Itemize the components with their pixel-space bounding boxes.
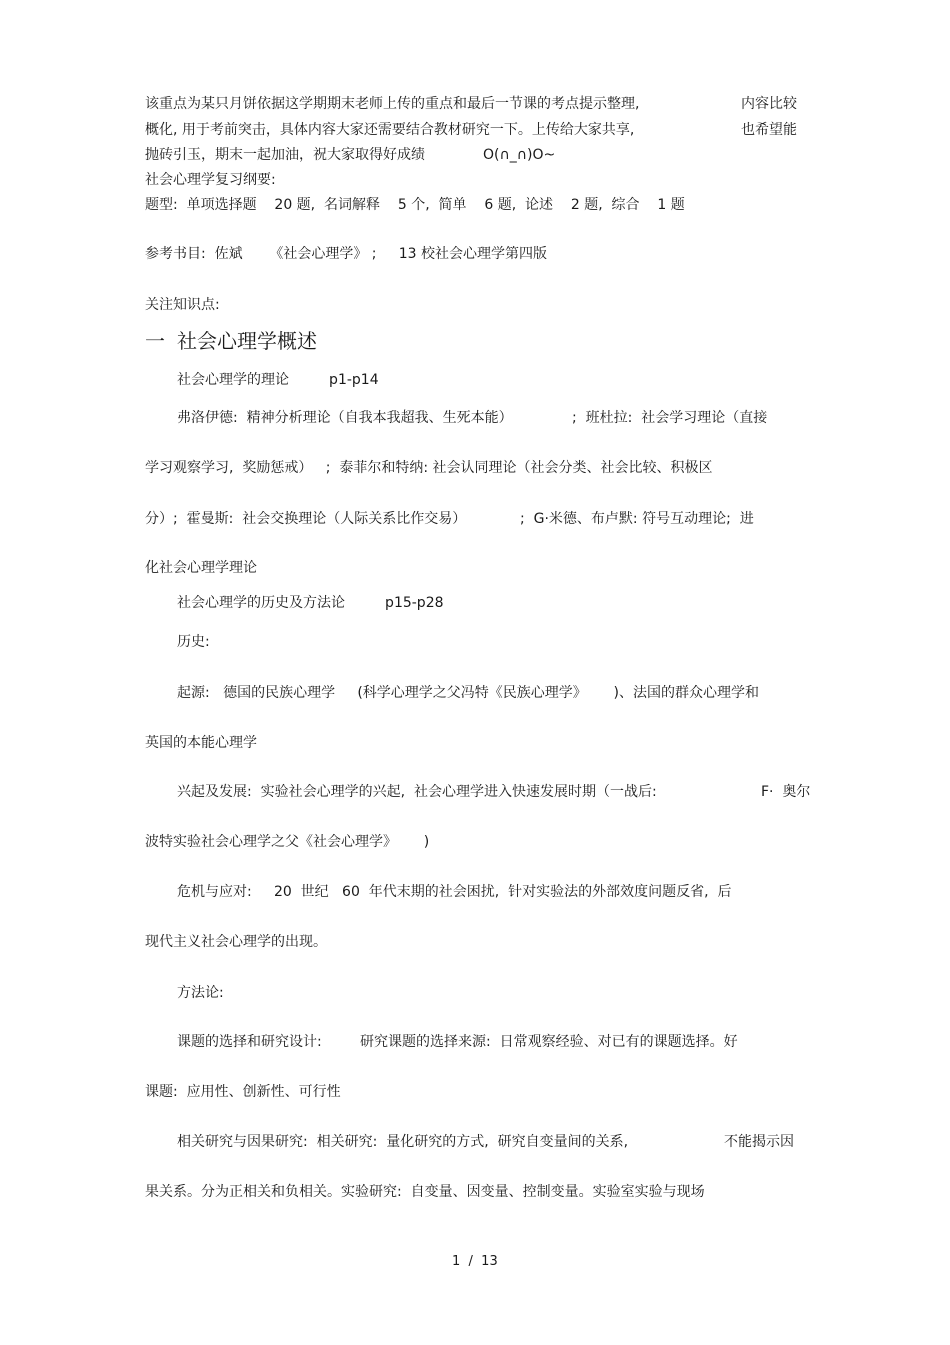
paragraph-line: 化社会心理学理论: [145, 560, 257, 576]
paragraph-line: 课题的选择和研究设计: 研究课题的选择来源: 日常观察经验、对已有的课题选择。好: [177, 1034, 738, 1050]
paragraph-line: 分）; 霍曼斯: 社会交换理论（人际关系比作交易） ; G·米德、布卢默: 符号互动理论; 进: [145, 511, 754, 527]
intro-text: 该重点为某只月饼依据这学期期末老师上传的重点和最后一节课的考点提示整理,: [145, 96, 640, 112]
intro-text: 抛砖引玉，期末一起加油，祝大家取得好成绩: [145, 147, 425, 163]
paragraph-line: 起源: 德国的民族心理学 (科学心理学之父冯特《民族心理学》 )、法国的群众心理学和: [177, 685, 759, 701]
emoticon: O(∩_∩)O~: [483, 147, 556, 163]
paragraph-line: 相关研究与因果研究: 相关研究: 量化研究的方式, 研究自变量间的关系, 不能揭示因: [177, 1134, 794, 1150]
paragraph-line: 弗洛伊德: 精神分析理论（自我本我超我、生死本能） ; 班杜拉: 社会学习理论（直接: [177, 410, 768, 426]
intro-text: 内容比较: [741, 96, 797, 112]
history-label: 历史:: [177, 634, 210, 650]
section-number: 一: [145, 329, 165, 353]
paragraph-line: 英国的本能心理学: [145, 735, 257, 751]
paragraph-line: 现代主义社会心理学的出现。: [145, 934, 327, 950]
paragraph-line: 课题: 应用性、创新性、可行性: [145, 1084, 341, 1100]
page-number: 1 / 13: [452, 1254, 498, 1269]
outline-title: 社会心理学复习纲要:: [145, 172, 276, 188]
references: 参考书目: 佐斌 《社会心理学》 ; 13 校社会心理学第四版: [145, 246, 547, 262]
paragraph-line: 波特实验社会心理学之父《社会心理学》 ): [145, 834, 430, 850]
intro-text: 也希望能: [741, 122, 797, 138]
paragraph-line: 兴起及发展: 实验社会心理学的兴起, 社会心理学进入快速发展时期（一战后: F· 奥尔: [177, 784, 811, 800]
history-heading: 社会心理学的历史及方法论 p15-p28: [177, 595, 444, 611]
intro-text: 概化, 用于考前突击，具体内容大家还需要结合教材研究一下。上传给大家共享,: [145, 122, 635, 138]
section-title: 社会心理学概述: [177, 329, 317, 353]
paragraph-line: 危机与应对: 20 世纪 60 年代末期的社会困扰, 针对实验法的外部效度问题反省, 后: [177, 884, 732, 900]
focus-label: 关注知识点:: [145, 297, 220, 313]
question-types: 题型: 单项选择题 20 题, 名词解释 5 个, 简单 6 题, 论述 2 题, 综合 1 题: [145, 197, 685, 213]
paragraph-line: 果关系。分为正相关和负相关。实验研究: 自变量、因变量、控制变量。实验室实验与现场: [145, 1184, 705, 1200]
method-label: 方法论:: [177, 985, 224, 1001]
paragraph-line: 学习观察学习, 奖励惩戒） ; 泰菲尔和特纳: 社会认同理论（社会分类、社会比较、积极区: [145, 460, 713, 476]
theory-heading: 社会心理学的理论 p1-p14: [177, 372, 379, 388]
